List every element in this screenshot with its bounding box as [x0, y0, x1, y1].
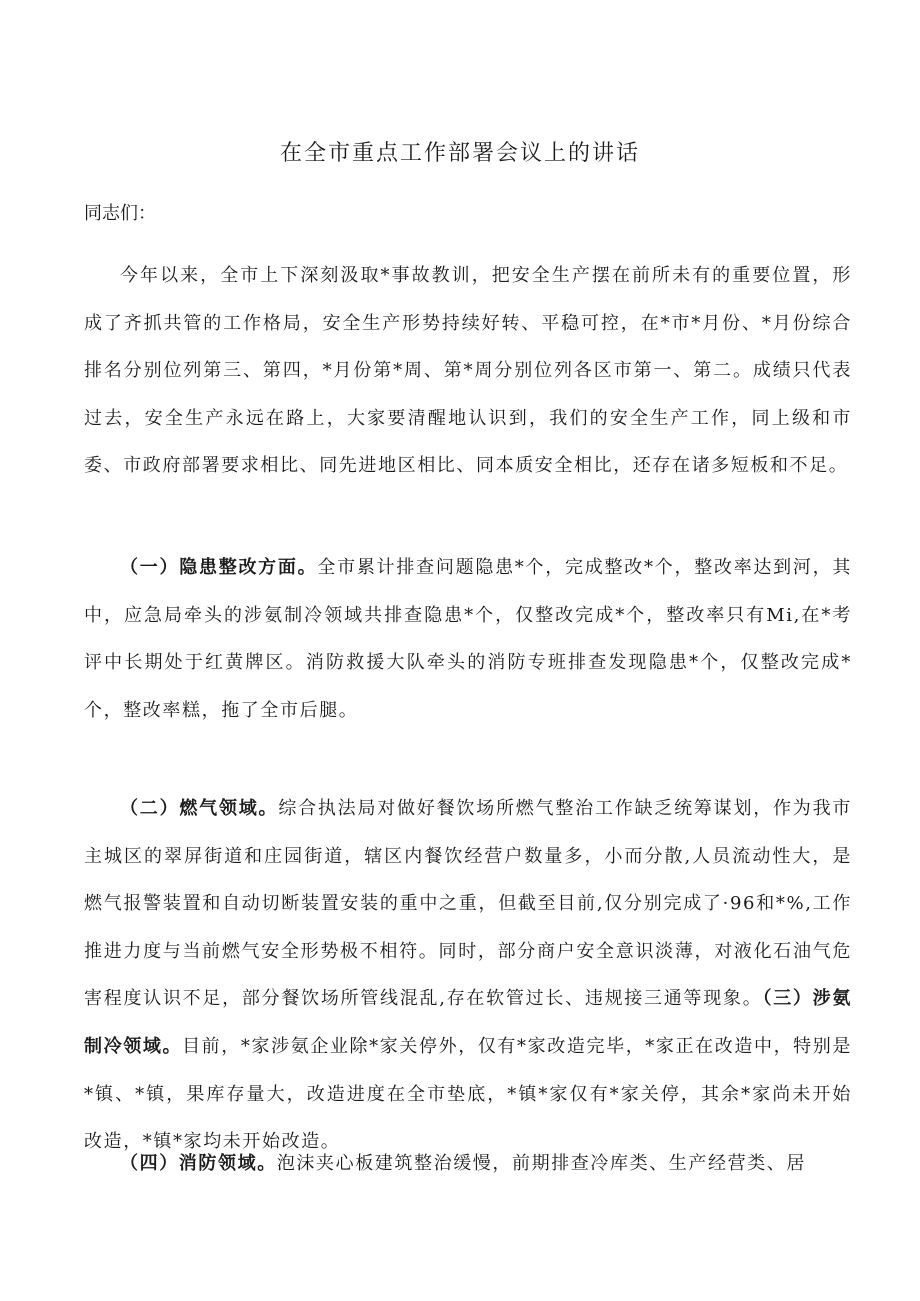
document-title: 在全市重点工作部署会议上的讲话	[279, 141, 640, 166]
section-heading-fire-safety: （四）消防领域。	[120, 1153, 277, 1174]
section-heading-hazard-rectification: （一）隐患整改方面。	[120, 557, 318, 578]
paragraph-fire-safety-text: 泡沫夹心板建筑整治缓慢，前期排查冷库类、生产经营类、居	[276, 1153, 807, 1174]
paragraph-intro	[84, 252, 852, 490]
paragraph-intro-text: 今年以来，全市上下深刻汲取*事故教训，把安全生产摆在前所未有的重要位置，形成了齐抓共管的工作格局，安全生产形势持续好转、平稳可控，在*市*月份、*月份综合排名分别位列第三、第四，*月份第*周、第*周分别位列各区市第一、第二。成绩只代表过去，安全生产永远在路上，大家要清醒地认识到，我们的安全生产工作，同上级和市委、市政府部署要求相比、同先进地区相比、同本质安全相比，还存在诸多短板和不足。	[84, 265, 852, 477]
section-heading-gas: （二）燃气领域。	[120, 798, 279, 819]
paragraph-ammonia-text: 目前，*家涉氨企业除*家关停外，仅有*家改造完毕，*家正在改造中，特别是*镇、*镇，果库存量大，改造进度在全市垫底，*镇*家仅有*家关停，其余*家尚未开始改造，*镇*家均未开始改造。	[84, 1035, 853, 1153]
salutation: 同志们：	[84, 203, 156, 224]
paragraph-hazard-rectification	[84, 544, 852, 734]
section-heading-ammonia-refrigeration: （三）涉氨制冷领域。	[84, 988, 853, 1057]
paragraph-gas-and-ammonia	[84, 785, 852, 1166]
paragraph-hazard-rectification-text: 全市累计排查问题隐患*个，完成整改*个，整改率达到河，其中，应急局牵头的涉氨制冷领域共排查隐患*个，仅整改完成*个，整改率只有Mi,在*考评中长期处于红黄牌区。消防救援大队牵头的消防专班排查发现隐患*个，仅整改完成*个，整改率糕，拖了全市后腿。	[84, 557, 852, 721]
paragraph-gas-text: 综合执法局对做好餐饮场所燃气整治工作缺乏统筹谋划，作为我市主城区的翠屏街道和庄园街道，辖区内餐饮经营户数量多，小而分散,人员流动性大，是燃气报警装置和自动切断装置安装的重中之重，但截至目前,仅分别完成了·96和*%,工作推进力度与当前燃气安全形势极不相符。同时，部分商户安全意识淡薄，对液化石油气危害程度认识不足，部分餐饮场所管线混乱,存在软管过长、违规接三通等现象。	[84, 798, 852, 1010]
paragraph-fire-safety	[84, 1140, 852, 1188]
